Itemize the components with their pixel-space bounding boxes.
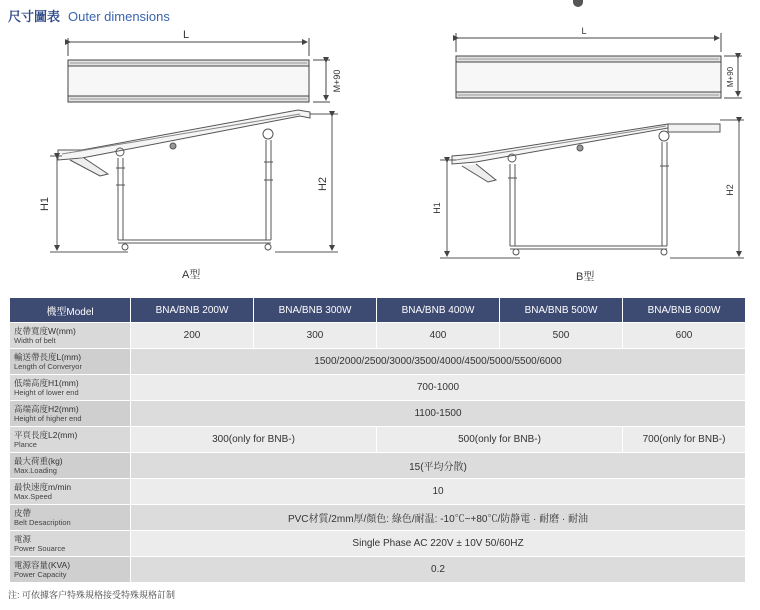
cell-value: 400	[377, 323, 500, 349]
figure-b-caption: B型	[576, 271, 595, 283]
cell-value: 10	[131, 479, 746, 505]
row-label: 皮帶 Belt Desacription	[10, 505, 131, 531]
figure-b-top-view	[456, 33, 742, 98]
figure-b-side-view	[440, 120, 744, 258]
row-power	[10, 531, 746, 557]
figure-b-length-label: L	[581, 26, 587, 36]
cell-value: 600	[623, 323, 746, 349]
row-belt	[10, 505, 746, 531]
table-header-row	[10, 298, 746, 323]
figure-a-length-label: L	[182, 29, 190, 41]
cell-value: 15(平均分散)	[131, 453, 746, 479]
row-label: 最快速度m/min Max.Speed	[10, 479, 131, 505]
figure-b-thickness-label: M+90	[726, 66, 735, 88]
figure-a-side-view	[50, 110, 338, 252]
cell-value: 500(only for BNB-)	[377, 427, 623, 453]
figure-a-caption: A型	[182, 269, 201, 281]
cell-value: 300(only for BNB-)	[131, 427, 377, 453]
row-label: 電源容量(KVA) Power Capacity	[10, 557, 131, 583]
footnote: 注: 可依據客户特殊規格接受特殊規格訂制	[8, 590, 176, 600]
cell-value: 300	[254, 323, 377, 349]
figure-a-h1-label: H1	[39, 196, 51, 212]
row-label: 平頁長度L2(mm) Plance	[10, 427, 131, 453]
cell-value: 700-1000	[131, 375, 746, 401]
row-label: 低端高度H1(mm) Height of lower end	[10, 375, 131, 401]
figure-b-h2-label: H2	[725, 184, 735, 196]
row-speed	[10, 479, 746, 505]
cell-value: PVC材質/2mm厚/顏色: 綠色/耐温: -10℃~+80℃/防静電 · 耐磨 · 耐油	[131, 505, 746, 531]
row-h1	[10, 375, 746, 401]
header-model-600w: BNA/BNB 600W	[623, 298, 746, 323]
cell-value: 1100-1500	[131, 401, 746, 427]
dimension-drawings	[0, 0, 760, 295]
heading-zh: 尺寸圖表	[8, 9, 61, 24]
header-model-200w: BNA/BNB 200W	[131, 298, 254, 323]
figure-b-h1-label: H1	[432, 202, 442, 214]
heading-en: Outer dimensions	[68, 9, 170, 24]
header-model-500w: BNA/BNB 500W	[500, 298, 623, 323]
header-model-label: 機型Model	[10, 298, 131, 323]
figure-a-thickness-label: M+90	[332, 69, 342, 93]
row-loading	[10, 453, 746, 479]
row-label: 皮帶寬度W(mm) Width of belt	[10, 323, 131, 349]
row-label: 輸送帶長度L(mm) Length of Converyor	[10, 349, 131, 375]
cell-value: 500	[500, 323, 623, 349]
cell-value: 700(only for BNB-)	[623, 427, 746, 453]
cell-value: Single Phase AC 220V ± 10V 50/60HZ	[131, 531, 746, 557]
figure-a-top-view	[68, 38, 330, 102]
cell-value: 1500/2000/2500/3000/3500/4000/4500/5000/5500/6000	[131, 349, 746, 375]
spec-table	[9, 297, 746, 583]
row-plance	[10, 427, 746, 453]
figure-a-h2-label: H2	[317, 176, 329, 192]
row-width	[10, 323, 746, 349]
row-label: 最大荷重(kg) Max.Loading	[10, 453, 131, 479]
cell-value: 0.2	[131, 557, 746, 583]
header-model-300w: BNA/BNB 300W	[254, 298, 377, 323]
row-label: 高端高度H2(mm) Height of higher end	[10, 401, 131, 427]
row-length	[10, 349, 746, 375]
row-capacity	[10, 557, 746, 583]
row-label: 電源 Power Souarce	[10, 531, 131, 557]
cell-value: 200	[131, 323, 254, 349]
header-model-400w: BNA/BNB 400W	[377, 298, 500, 323]
row-h2	[10, 401, 746, 427]
